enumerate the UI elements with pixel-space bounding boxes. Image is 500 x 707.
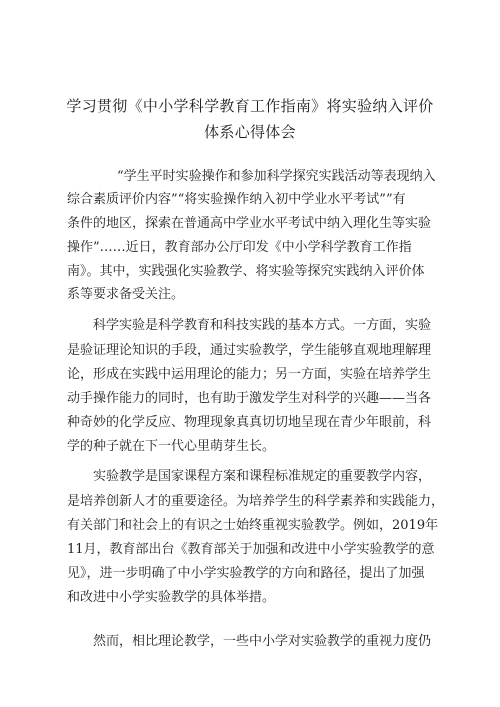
paragraph-line: 系等要求备受关注。 bbox=[67, 287, 185, 302]
paragraph-line: 是培养创新人才的重要途径。为培养学生的科学素养和实践能力， bbox=[67, 494, 445, 509]
paragraph-line: 科学实验是科学教育和科技实践的基本方式。一方面，实验 bbox=[93, 318, 432, 333]
paragraph-line: 南》。其中，实践强化实验教学、将实验等探究实践纳入评价体 bbox=[67, 264, 425, 279]
paragraph-line: 见》，进一步明确了中小学实验教学的方向和路径，提出了加强 bbox=[67, 566, 425, 581]
paragraph-line: 种奇妙的化学反应、物理现象真真切切地呈现在青少年眼前，科 bbox=[67, 415, 432, 430]
paragraph-line: 和改进中小学实验教学的具体举措。 bbox=[67, 590, 276, 605]
paragraph-line: 动手操作能力的同时，也有助于激发学生对科学的兴趣——当各 bbox=[67, 391, 432, 406]
paragraph-line: 学的种子就在下一代心里萌芽生长。 bbox=[67, 439, 276, 454]
paragraph-line: 11月，教育部出台《教育部关于加强和改进中小学实验教学的意 bbox=[67, 542, 435, 557]
paragraph-line: “学生平时实验操作和参加科学探究实践活动等表现纳入 bbox=[117, 169, 436, 184]
document-title-line-2: 体系心得体会 bbox=[204, 123, 296, 141]
document-title-line-1: 学习贯彻《中小学科学教育工作指南》将实验纳入评价 bbox=[66, 97, 434, 115]
paragraph-line: 是验证理论知识的手段，通过实验教学，学生能够直观地理解理 bbox=[67, 343, 432, 358]
paragraph-line: 综合素质评价内容”“将实验操作纳入初中学业水平考试””有 bbox=[67, 192, 406, 207]
paragraph-line: 有关部门和社会上的有识之士始终重视实验教学。例如，2019年 bbox=[67, 518, 439, 533]
paragraph-line: 论，形成在实践中运用理论的能力；另一方面，实验在培养学生 bbox=[67, 367, 432, 382]
paragraph-line: 条件的地区，探索在普通高中学业水平考试中纳入理化生等实验 bbox=[67, 216, 432, 231]
paragraph-line: 然而，相比理论教学，一些中小学对实验教学的重视力度仍 bbox=[93, 634, 432, 649]
paragraph-line: 实验教学是国家课程方案和课程标准规定的重要教学内容， bbox=[93, 469, 432, 484]
paragraph-line: 操作”……近日，教育部办公厅印发《中小学科学教育工作指 bbox=[67, 240, 412, 255]
